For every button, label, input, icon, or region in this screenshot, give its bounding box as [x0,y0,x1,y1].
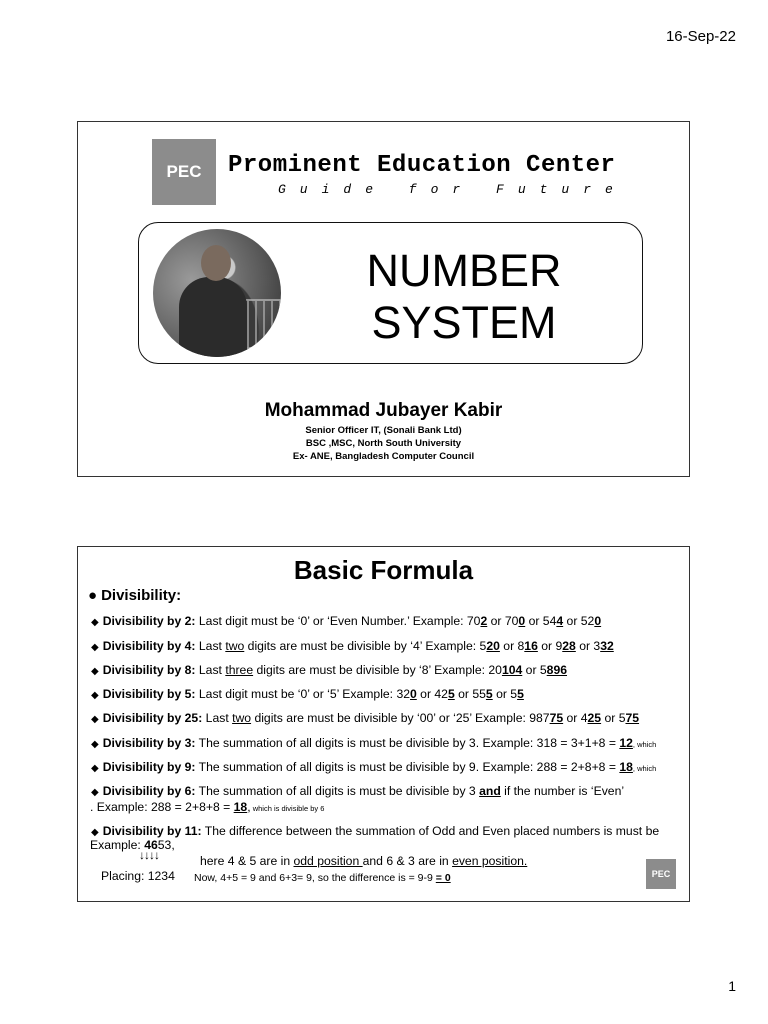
now-line: Now, 4+5 = 9 and 6+3= 9, so the difference is = 9-9 = 0 [194,872,451,884]
credential-line: Senior Officer IT, (Sonali Bank Ltd) [305,425,462,436]
org-name: Prominent Education Center [228,152,616,179]
rule-div-3: ◆ Divisibility by 3: The summation of all digits is must be divisible by 3. Example: 318 = 3+1+8 = 12, which [91,736,657,750]
diamond-bullet-icon: ◆ [91,739,99,750]
credential-line: BSC ,MSC, North South University [305,438,462,449]
explain-line: here 4 & 5 are in odd position and 6 & 3 are in even position. [200,854,528,868]
slide-heading: Basic Formula [293,555,474,585]
title-line-1: NUMBER [366,245,562,296]
rule-div-6: ◆ Divisibility by 6: The summation of all digits is must be divisible by 3 and if the number is ‘Even’ [91,784,625,798]
slide-title [354,245,574,349]
rule-div-11: ◆ Divisibility by 11: The difference between the summation of Odd and Even placed numbers is must be [91,824,660,838]
placing-label: Placing: 1234 [101,869,175,883]
circle-bullet-icon: ● [88,587,98,604]
diamond-bullet-icon: ◆ [91,714,99,725]
rule-div-4: ◆ Divisibility by 4: Last two digits are must be divisible by ‘4’ Example: 520 or 816 or 928 or 332 [91,639,614,653]
rule-div-6-example: . Example: 288 = 2+8+8 = 18, which is divisible by 6 [90,800,325,814]
diamond-bullet-icon: ◆ [91,666,99,677]
diamond-bullet-icon: ◆ [91,690,99,701]
author-photo [153,229,281,357]
title-slide [77,121,690,477]
title-frame [138,222,643,364]
pec-logo: PEC [152,139,216,205]
diamond-bullet-icon: ◆ [91,787,99,798]
rule-div-9: ◆ Divisibility by 9: The summation of all digits is must be divisible by 9. Example: 288 = 2+8+8 = 18, which [91,760,657,774]
rule-div-25: ◆ Divisibility by 25: Last two digits are must be divisible by ‘00’ or ‘25’ Example: 98775 or 425 or 575 [91,711,640,725]
down-arrows-icon: ↓↓↓↓ [139,848,159,862]
diamond-bullet-icon: ◆ [91,763,99,774]
diamond-bullet-icon: ◆ [91,642,99,653]
rule-div-5: ◆ Divisibility by 5: Last digit must be ‘0’ or ‘5’ Example: 320 or 425 or 555 or 55 [91,687,524,701]
page-number: 1 [728,978,736,994]
pec-logo-small: PEC [646,859,676,889]
header-date: 16-Sep-22 [665,28,736,45]
author-name: Mohammad Jubayer Kabir [264,400,503,421]
credential-line: Ex- ANE, Bangladesh Computer Council [292,451,475,462]
rule-div-11-example: Example: 4653, [90,838,175,852]
diamond-bullet-icon: ◆ [91,827,99,838]
section-heading: ● Divisibility: [88,587,182,604]
diamond-bullet-icon: ◆ [91,617,99,628]
tagline: Guide for Future [278,182,627,197]
formula-slide [77,546,690,902]
rule-div-2: ◆ Divisibility by 2: Last digit must be ‘0’ or ‘Even Number.’ Example: 702 or 700 or 544 or 520 [91,614,602,628]
rule-div-8: ◆ Divisibility by 8: Last three digits are must be divisible by ‘8’ Example: 20104 or 5896 [91,663,568,677]
title-line-2: SYSTEM [371,297,557,348]
